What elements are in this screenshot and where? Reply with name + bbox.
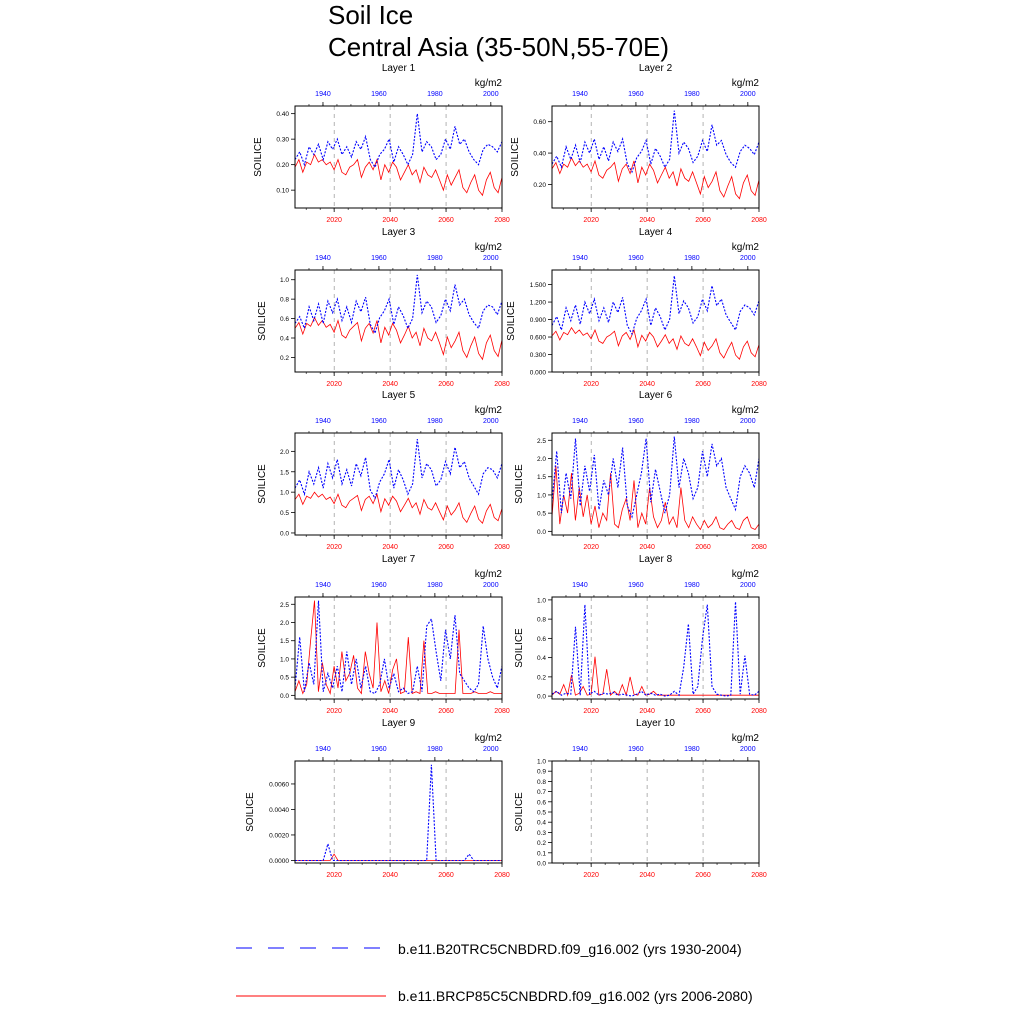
series-hist [552,437,759,517]
plot-frame [295,761,502,863]
y-tick-label: 1.0 [279,489,289,497]
series-future [552,328,759,360]
y-tick-label: 2.0 [279,448,289,456]
top-tick-label: 1960 [371,582,387,589]
top-tick-label: 2000 [483,418,499,425]
bottom-tick-label: 2060 [695,872,711,879]
top-tick-label: 1980 [427,746,443,753]
top-tick-label: 1980 [684,418,700,425]
units-label: kg/m2 [474,733,502,744]
y-tick-label: 0.300 [529,352,546,360]
top-tick-label: 2000 [483,91,499,98]
series-hist [295,439,502,498]
y-tick-label: 1.0 [536,597,546,605]
y-tick-label: 0.1 [536,850,546,858]
panel-grid [245,63,767,879]
top-tick-label: 1960 [628,746,644,753]
y-tick-label: 0.10 [276,187,289,195]
bottom-tick-label: 2040 [382,708,398,715]
y-tick-label: 1.5 [279,638,289,646]
bottom-tick-label: 2040 [639,872,655,879]
y-tick-label: 2.5 [279,601,289,609]
bottom-tick-label: 2020 [326,217,342,224]
panel-title: Layer 7 [381,554,416,565]
bottom-tick-label: 2040 [382,381,398,388]
top-tick-label: 1940 [315,582,331,589]
top-tick-label: 1960 [371,91,387,98]
series-future [295,155,502,196]
panel-layer-9 [245,718,510,879]
units-label: kg/m2 [731,405,759,416]
top-tick-label: 1960 [371,746,387,753]
y-tick-label: 0.5 [279,510,289,518]
panel-title: Layer 5 [381,390,416,401]
panel-layer-6 [514,390,767,551]
y-axis-label: SOILICE [514,464,525,504]
series-future [552,657,759,696]
bottom-tick-label: 2040 [639,708,655,715]
y-tick-label: 1.200 [529,299,546,307]
series-future [295,492,502,523]
y-tick-label: 0.0060 [269,781,289,789]
bottom-tick-label: 2020 [326,381,342,388]
y-tick-label: 0.0 [279,692,289,700]
bottom-tick-label: 2080 [751,872,767,879]
top-tick-label: 2000 [740,255,756,262]
series-hist [295,114,502,168]
y-axis-label: SOILICE [510,137,521,177]
bottom-tick-label: 2080 [751,217,767,224]
bottom-tick-label: 2020 [583,872,599,879]
plot-frame [552,761,759,863]
y-axis-label: SOILICE [514,792,525,832]
bottom-tick-label: 2080 [494,708,510,715]
panel-title: Layer 8 [638,554,673,565]
y-tick-label: 0.0 [536,528,546,536]
bottom-tick-label: 2020 [583,217,599,224]
y-tick-label: 0.0040 [269,806,289,814]
panel-layer-3 [257,227,510,388]
y-tick-label: 0.40 [533,150,546,158]
y-tick-label: 0.900 [529,317,546,325]
bottom-tick-label: 2060 [695,217,711,224]
bottom-tick-label: 2060 [438,381,454,388]
top-tick-label: 2000 [740,91,756,98]
series-future [552,466,759,530]
panel-layer-8 [514,554,767,715]
y-tick-label: 0.2 [536,840,546,848]
y-tick-label: 0.4 [536,819,546,827]
y-axis-label: SOILICE [257,301,268,341]
y-tick-label: 1.5 [536,474,546,482]
bottom-tick-label: 2060 [438,544,454,551]
series-hist [552,111,759,172]
bottom-tick-label: 2060 [695,381,711,388]
panel-layer-4 [506,227,767,388]
y-tick-label: 0.40 [276,111,289,119]
top-tick-label: 1940 [572,582,588,589]
bottom-tick-label: 2020 [583,544,599,551]
bottom-tick-label: 2020 [583,708,599,715]
top-tick-label: 2000 [740,418,756,425]
bottom-tick-label: 2060 [438,872,454,879]
top-tick-label: 1980 [684,746,700,753]
y-tick-label: 0.000 [529,369,546,377]
top-tick-label: 1940 [572,746,588,753]
units-label: kg/m2 [474,405,502,416]
y-axis-label: SOILICE [245,792,256,832]
top-tick-label: 1960 [371,418,387,425]
y-tick-label: 2.0 [279,620,289,627]
y-tick-label: 1.0 [536,758,546,766]
top-tick-label: 1980 [684,91,700,98]
panel-title: Layer 4 [638,227,673,238]
top-tick-label: 1940 [572,418,588,425]
y-tick-label: 1.0 [536,492,546,500]
y-tick-label: 0.6 [536,635,546,643]
y-axis-label: SOILICE [257,628,268,668]
y-tick-label: 0.0020 [269,832,289,840]
units-label: kg/m2 [731,78,759,89]
y-tick-label: 0.4 [279,335,289,343]
bottom-tick-label: 2040 [639,381,655,388]
y-tick-label: 1.0 [279,277,289,285]
bottom-tick-label: 2080 [494,872,510,879]
plot-frame [552,270,759,372]
y-tick-label: 0.60 [533,119,546,127]
y-tick-label: 0.5 [279,674,289,682]
legend-label-hist: b.e11.B20TRC5CNBDRD.f09_g16.002 (yrs 1930-2004) [398,941,742,957]
y-tick-label: 2.0 [536,456,546,463]
top-tick-label: 2000 [740,582,756,589]
series-future [295,601,502,694]
y-tick-label: 0.0 [536,860,546,868]
bottom-tick-label: 2020 [326,708,342,715]
y-tick-label: 0.8 [279,296,289,304]
top-tick-label: 1980 [427,418,443,425]
plot-frame [295,433,502,535]
bottom-tick-label: 2040 [639,217,655,224]
top-tick-label: 2000 [483,582,499,589]
panel-layer-2 [510,63,767,224]
y-tick-label: 1.500 [529,282,546,290]
legend-label-future: b.e11.BRCP85C5CNBDRD.f09_g16.002 (yrs 2006-2080) [398,988,753,1004]
y-tick-label: 0.30 [276,136,289,144]
y-axis-label: SOILICE [506,301,517,341]
top-tick-label: 1980 [684,255,700,262]
series-future [295,318,502,360]
y-axis-label: SOILICE [514,628,525,668]
panel-title: Layer 2 [638,63,673,74]
panel-title: Layer 1 [381,63,416,74]
panel-title: Layer 10 [636,718,675,729]
units-label: kg/m2 [731,733,759,744]
top-tick-label: 2000 [740,746,756,753]
top-tick-label: 1960 [628,418,644,425]
panel-layer-7 [257,554,510,715]
top-tick-label: 2000 [483,746,499,753]
y-tick-label: 0.4 [536,655,546,663]
y-axis-label: SOILICE [257,464,268,504]
units-label: kg/m2 [731,569,759,580]
bottom-tick-label: 2080 [751,544,767,551]
bottom-tick-label: 2080 [751,381,767,388]
y-tick-label: 0.9 [536,768,546,776]
y-tick-label: 0.5 [536,809,546,817]
y-tick-label: 0.6 [536,799,546,807]
bottom-tick-label: 2080 [494,381,510,388]
legend [236,941,753,1004]
y-tick-label: 0.0 [279,530,289,538]
top-tick-label: 1960 [628,582,644,589]
units-label: kg/m2 [474,78,502,89]
series-future [552,158,759,199]
top-tick-label: 1980 [427,255,443,262]
top-tick-label: 1960 [628,255,644,262]
series-hist [295,765,502,861]
top-tick-label: 1960 [628,91,644,98]
bottom-tick-label: 2040 [382,544,398,551]
bottom-tick-label: 2040 [639,544,655,551]
top-tick-label: 1940 [315,255,331,262]
y-tick-label: 2.5 [536,437,546,445]
units-label: kg/m2 [474,242,502,253]
bottom-tick-label: 2060 [438,217,454,224]
series-future [295,854,502,860]
plot-frame [295,106,502,208]
y-tick-label: 0.5 [536,510,546,518]
y-tick-label: 0.20 [276,162,289,170]
y-tick-label: 0.2 [536,674,546,682]
bottom-tick-label: 2060 [695,544,711,551]
y-tick-label: 0.0000 [269,857,289,865]
units-label: kg/m2 [731,242,759,253]
y-axis-label: SOILICE [253,137,264,177]
series-hist [295,275,502,333]
top-tick-label: 1940 [572,255,588,262]
top-tick-label: 1940 [572,91,588,98]
series-hist [552,276,759,334]
figure-subtitle: Central Asia (35-50N,55-70E) [328,32,670,62]
series-hist [552,602,759,696]
top-tick-label: 1980 [427,582,443,589]
y-tick-label: 0.6 [279,316,289,324]
bottom-tick-label: 2020 [326,872,342,879]
bottom-tick-label: 2020 [326,544,342,551]
figure-title: Soil Ice [328,0,414,30]
y-tick-label: 1.5 [279,469,289,477]
bottom-tick-label: 2080 [751,708,767,715]
y-tick-label: 0.0 [536,693,546,701]
y-tick-label: 0.8 [536,778,546,786]
top-tick-label: 1980 [684,582,700,589]
bottom-tick-label: 2060 [695,708,711,715]
bottom-tick-label: 2040 [382,217,398,224]
y-tick-label: 0.600 [529,334,546,342]
top-tick-label: 2000 [483,255,499,262]
top-tick-label: 1940 [315,746,331,753]
panel-title: Layer 6 [638,390,673,401]
bottom-tick-label: 2080 [494,544,510,551]
y-tick-label: 0.8 [536,616,546,624]
bottom-tick-label: 2060 [438,708,454,715]
units-label: kg/m2 [474,569,502,580]
y-tick-label: 1.0 [279,656,289,664]
bottom-tick-label: 2040 [382,872,398,879]
bottom-tick-label: 2020 [583,381,599,388]
y-tick-label: 0.7 [536,789,546,797]
y-tick-label: 0.20 [533,181,546,189]
top-tick-label: 1960 [371,255,387,262]
panel-layer-5 [257,390,510,551]
panel-title: Layer 3 [381,227,416,238]
top-tick-label: 1980 [427,91,443,98]
top-tick-label: 1940 [315,418,331,425]
panel-layer-1 [253,63,510,224]
top-tick-label: 1940 [315,91,331,98]
y-tick-label: 0.2 [279,354,289,362]
plot-frame [295,270,502,372]
bottom-tick-label: 2080 [494,217,510,224]
panel-title: Layer 9 [381,718,416,729]
y-tick-label: 0.3 [536,829,546,837]
panel-layer-10 [514,718,767,879]
